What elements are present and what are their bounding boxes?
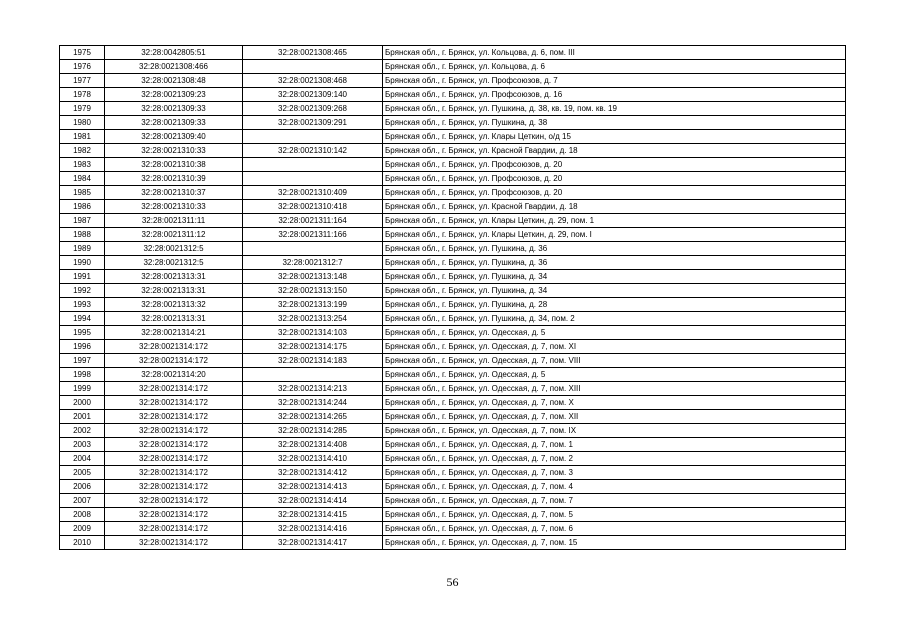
table-row — [60, 354, 846, 368]
table-row — [60, 368, 846, 382]
row-number-cell: 1985 — [60, 186, 105, 200]
cadastral-number-cell: 32:28:0021309:33 — [105, 116, 243, 130]
row-number-cell: 2002 — [60, 424, 105, 438]
cadastral-number-cell: 32:28:0021310:33 — [105, 144, 243, 158]
table-row — [60, 312, 846, 326]
address-cell: Брянская обл., г. Брянск, ул. Профсоюзов, д. 20 — [383, 186, 846, 200]
address-cell: Брянская обл., г. Брянск, ул. Одесская, д. 7, пом. XII — [383, 410, 846, 424]
cadastral-number-cell: 32:28:0021310:39 — [105, 172, 243, 186]
address-cell: Брянская обл., г. Брянск, ул. Клары Цеткин, д. 29, пом. I — [383, 228, 846, 242]
table-row — [60, 214, 846, 228]
address-cell: Брянская обл., г. Брянск, ул. Одесская, д. 5 — [383, 326, 846, 340]
row-number-cell: 2010 — [60, 536, 105, 550]
table-row — [60, 438, 846, 452]
cadastral-number-cell: 32:28:0021308:48 — [105, 74, 243, 88]
table-row — [60, 298, 846, 312]
address-cell: Брянская обл., г. Брянск, ул. Одесская, д. 7, пом. IX — [383, 424, 846, 438]
cadastral-number-cell: 32:28:0021312:5 — [105, 242, 243, 256]
row-number-cell: 1983 — [60, 158, 105, 172]
address-cell: Брянская обл., г. Брянск, ул. Клары Цеткин, д. 29, пом. 1 — [383, 214, 846, 228]
address-cell: Брянская обл., г. Брянск, ул. Красной Гвардии, д. 18 — [383, 200, 846, 214]
address-cell: Брянская обл., г. Брянск, ул. Кольцова, д. 6, пом. III — [383, 46, 846, 60]
cadastral-number-cell: 32:28:0021314:172 — [105, 396, 243, 410]
table-row — [60, 130, 846, 144]
row-number-cell: 1979 — [60, 102, 105, 116]
cadastral-number-cell: 32:28:0021314:172 — [105, 466, 243, 480]
row-number-cell: 1990 — [60, 256, 105, 270]
cadastral-number-cell: 32:28:0021313:31 — [105, 284, 243, 298]
row-number-cell: 2001 — [60, 410, 105, 424]
cadastral-number-cell: 32:28:0021310:38 — [105, 158, 243, 172]
object-cadastral-number-cell: 32:28:0021309:291 — [243, 116, 383, 130]
cadastral-number-cell: 32:28:0021314:172 — [105, 340, 243, 354]
row-number-cell: 1993 — [60, 298, 105, 312]
object-cadastral-number-cell: 32:28:0021308:465 — [243, 46, 383, 60]
address-cell: Брянская обл., г. Брянск, ул. Профсоюзов, д. 20 — [383, 172, 846, 186]
object-cadastral-number-cell: 32:28:0021313:199 — [243, 298, 383, 312]
row-number-cell: 1999 — [60, 382, 105, 396]
address-cell: Брянская обл., г. Брянск, ул. Одесская, д. 7, пом. VIII — [383, 354, 846, 368]
object-cadastral-number-cell: 32:28:0021314:244 — [243, 396, 383, 410]
row-number-cell: 1976 — [60, 60, 105, 74]
table-row — [60, 452, 846, 466]
table-row — [60, 186, 846, 200]
address-cell: Брянская обл., г. Брянск, ул. Одесская, д. 7, пом. XIII — [383, 382, 846, 396]
object-cadastral-number-cell — [243, 172, 383, 186]
table-row — [60, 494, 846, 508]
object-cadastral-number-cell — [243, 158, 383, 172]
address-cell: Брянская обл., г. Брянск, ул. Пушкина, д. 38, кв. 19, пом. кв. 19 — [383, 102, 846, 116]
cadastral-number-cell: 32:28:0021313:31 — [105, 312, 243, 326]
table-row — [60, 74, 846, 88]
object-cadastral-number-cell — [243, 60, 383, 74]
row-number-cell: 1986 — [60, 200, 105, 214]
cadastral-number-cell: 32:28:0021313:31 — [105, 270, 243, 284]
object-cadastral-number-cell: 32:28:0021312:7 — [243, 256, 383, 270]
object-cadastral-number-cell: 32:28:0021314:103 — [243, 326, 383, 340]
cadastral-number-cell: 32:28:0042805:51 — [105, 46, 243, 60]
table-row — [60, 102, 846, 116]
table-row — [60, 480, 846, 494]
cadastral-number-cell: 32:28:0021314:172 — [105, 382, 243, 396]
table-row — [60, 88, 846, 102]
address-cell: Брянская обл., г. Брянск, ул. Одесская, д. 7, пом. 5 — [383, 508, 846, 522]
row-number-cell: 1987 — [60, 214, 105, 228]
row-number-cell: 2009 — [60, 522, 105, 536]
address-cell: Брянская обл., г. Брянск, ул. Одесская, д. 7, пом. X — [383, 396, 846, 410]
row-number-cell: 1994 — [60, 312, 105, 326]
address-cell: Брянская обл., г. Брянск, ул. Профсоюзов, д. 7 — [383, 74, 846, 88]
object-cadastral-number-cell: 32:28:0021309:140 — [243, 88, 383, 102]
address-cell: Брянская обл., г. Брянск, ул. Клары Цеткин, о/д 15 — [383, 130, 846, 144]
row-number-cell: 2005 — [60, 466, 105, 480]
table-row — [60, 172, 846, 186]
table-row — [60, 200, 846, 214]
address-cell: Брянская обл., г. Брянск, ул. Пушкина, д. 36 — [383, 242, 846, 256]
table-row — [60, 270, 846, 284]
table-row — [60, 158, 846, 172]
table-row — [60, 46, 846, 60]
address-cell: Брянская обл., г. Брянск, ул. Пушкина, д. 28 — [383, 298, 846, 312]
table-row — [60, 60, 846, 74]
table-row — [60, 424, 846, 438]
address-cell: Брянская обл., г. Брянск, ул. Одесская, д. 7, пом. XI — [383, 340, 846, 354]
table-row — [60, 242, 846, 256]
row-number-cell: 1984 — [60, 172, 105, 186]
object-cadastral-number-cell: 32:28:0021310:142 — [243, 144, 383, 158]
object-cadastral-number-cell: 32:28:0021310:418 — [243, 200, 383, 214]
table-row — [60, 396, 846, 410]
table-row — [60, 228, 846, 242]
object-cadastral-number-cell: 32:28:0021313:148 — [243, 270, 383, 284]
registry-table — [59, 45, 846, 550]
row-number-cell: 1982 — [60, 144, 105, 158]
row-number-cell: 2003 — [60, 438, 105, 452]
object-cadastral-number-cell: 32:28:0021310:409 — [243, 186, 383, 200]
address-cell: Брянская обл., г. Брянск, ул. Пушкина, д. 34 — [383, 270, 846, 284]
object-cadastral-number-cell: 32:28:0021314:265 — [243, 410, 383, 424]
registry-table-body — [60, 46, 846, 550]
address-cell: Брянская обл., г. Брянск, ул. Пушкина, д. 34 — [383, 284, 846, 298]
address-cell: Брянская обл., г. Брянск, ул. Пушкина, д. 38 — [383, 116, 846, 130]
object-cadastral-number-cell — [243, 130, 383, 144]
cadastral-number-cell: 32:28:0021314:172 — [105, 522, 243, 536]
address-cell: Брянская обл., г. Брянск, ул. Пушкина, д. 34, пом. 2 — [383, 312, 846, 326]
row-number-cell: 2004 — [60, 452, 105, 466]
address-cell: Брянская обл., г. Брянск, ул. Одесская, д. 7, пом. 6 — [383, 522, 846, 536]
address-cell: Брянская обл., г. Брянск, ул. Одесская, д. 7, пом. 15 — [383, 536, 846, 550]
row-number-cell: 1988 — [60, 228, 105, 242]
table-row — [60, 116, 846, 130]
row-number-cell: 1981 — [60, 130, 105, 144]
cadastral-number-cell: 32:28:0021314:172 — [105, 452, 243, 466]
object-cadastral-number-cell: 32:28:0021314:175 — [243, 340, 383, 354]
object-cadastral-number-cell: 32:28:0021314:213 — [243, 382, 383, 396]
cadastral-number-cell: 32:28:0021313:32 — [105, 298, 243, 312]
table-row — [60, 284, 846, 298]
object-cadastral-number-cell: 32:28:0021308:468 — [243, 74, 383, 88]
cadastral-number-cell: 32:28:0021314:172 — [105, 438, 243, 452]
row-number-cell: 1997 — [60, 354, 105, 368]
row-number-cell: 2006 — [60, 480, 105, 494]
row-number-cell: 1977 — [60, 74, 105, 88]
table-row — [60, 340, 846, 354]
object-cadastral-number-cell: 32:28:0021309:268 — [243, 102, 383, 116]
cadastral-number-cell: 32:28:0021309:40 — [105, 130, 243, 144]
table-row — [60, 466, 846, 480]
row-number-cell: 1998 — [60, 368, 105, 382]
page-number: 56 — [446, 575, 459, 589]
address-cell: Брянская обл., г. Брянск, ул. Одесская, д. 7, пом. 7 — [383, 494, 846, 508]
object-cadastral-number-cell: 32:28:0021314:417 — [243, 536, 383, 550]
cadastral-number-cell: 32:28:0021314:172 — [105, 508, 243, 522]
row-number-cell: 1991 — [60, 270, 105, 284]
row-number-cell: 1996 — [60, 340, 105, 354]
address-cell: Брянская обл., г. Брянск, ул. Одесская, д. 5 — [383, 368, 846, 382]
object-cadastral-number-cell: 32:28:0021314:412 — [243, 466, 383, 480]
address-cell: Брянская обл., г. Брянск, ул. Кольцова, д. 6 — [383, 60, 846, 74]
cadastral-number-cell: 32:28:0021314:20 — [105, 368, 243, 382]
cadastral-number-cell: 32:28:0021309:33 — [105, 102, 243, 116]
table-row — [60, 410, 846, 424]
object-cadastral-number-cell: 32:28:0021314:408 — [243, 438, 383, 452]
cadastral-number-cell: 32:28:0021311:12 — [105, 228, 243, 242]
table-row — [60, 522, 846, 536]
cadastral-number-cell: 32:28:0021314:172 — [105, 410, 243, 424]
cadastral-number-cell: 32:28:0021314:172 — [105, 354, 243, 368]
object-cadastral-number-cell: 32:28:0021314:416 — [243, 522, 383, 536]
row-number-cell: 2000 — [60, 396, 105, 410]
object-cadastral-number-cell: 32:28:0021314:410 — [243, 452, 383, 466]
row-number-cell: 1995 — [60, 326, 105, 340]
address-cell: Брянская обл., г. Брянск, ул. Одесская, д. 7, пом. 4 — [383, 480, 846, 494]
object-cadastral-number-cell: 32:28:0021313:150 — [243, 284, 383, 298]
cadastral-number-cell: 32:28:0021314:172 — [105, 480, 243, 494]
row-number-cell: 2008 — [60, 508, 105, 522]
row-number-cell: 1989 — [60, 242, 105, 256]
address-cell: Брянская обл., г. Брянск, ул. Профсоюзов, д. 20 — [383, 158, 846, 172]
object-cadastral-number-cell — [243, 368, 383, 382]
table-row — [60, 144, 846, 158]
object-cadastral-number-cell: 32:28:0021311:166 — [243, 228, 383, 242]
table-row — [60, 508, 846, 522]
address-cell: Брянская обл., г. Брянск, ул. Красной Гвардии, д. 18 — [383, 144, 846, 158]
cadastral-number-cell: 32:28:0021311:11 — [105, 214, 243, 228]
cadastral-number-cell: 32:28:0021308:466 — [105, 60, 243, 74]
cadastral-number-cell: 32:28:0021314:21 — [105, 326, 243, 340]
object-cadastral-number-cell: 32:28:0021314:415 — [243, 508, 383, 522]
address-cell: Брянская обл., г. Брянск, ул. Одесская, д. 7, пом. 3 — [383, 466, 846, 480]
address-cell: Брянская обл., г. Брянск, ул. Одесская, д. 7, пом. 2 — [383, 452, 846, 466]
cadastral-number-cell: 32:28:0021310:33 — [105, 200, 243, 214]
cadastral-number-cell: 32:28:0021314:172 — [105, 494, 243, 508]
cadastral-number-cell: 32:28:0021314:172 — [105, 424, 243, 438]
cadastral-number-cell: 32:28:0021310:37 — [105, 186, 243, 200]
row-number-cell: 1975 — [60, 46, 105, 60]
address-cell: Брянская обл., г. Брянск, ул. Профсоюзов, д. 16 — [383, 88, 846, 102]
object-cadastral-number-cell: 32:28:0021314:414 — [243, 494, 383, 508]
row-number-cell: 1978 — [60, 88, 105, 102]
object-cadastral-number-cell: 32:28:0021314:413 — [243, 480, 383, 494]
table-row — [60, 326, 846, 340]
object-cadastral-number-cell: 32:28:0021314:183 — [243, 354, 383, 368]
address-cell: Брянская обл., г. Брянск, ул. Одесская, д. 7, пом. 1 — [383, 438, 846, 452]
row-number-cell: 1980 — [60, 116, 105, 130]
table-row — [60, 536, 846, 550]
cadastral-number-cell: 32:28:0021309:23 — [105, 88, 243, 102]
object-cadastral-number-cell: 32:28:0021314:285 — [243, 424, 383, 438]
object-cadastral-number-cell: 32:28:0021311:164 — [243, 214, 383, 228]
cadastral-number-cell: 32:28:0021312:5 — [105, 256, 243, 270]
table-row — [60, 382, 846, 396]
object-cadastral-number-cell: 32:28:0021313:254 — [243, 312, 383, 326]
row-number-cell: 1992 — [60, 284, 105, 298]
table-row — [60, 256, 846, 270]
address-cell: Брянская обл., г. Брянск, ул. Пушкина, д. 36 — [383, 256, 846, 270]
cadastral-number-cell: 32:28:0021314:172 — [105, 536, 243, 550]
row-number-cell: 2007 — [60, 494, 105, 508]
object-cadastral-number-cell — [243, 242, 383, 256]
